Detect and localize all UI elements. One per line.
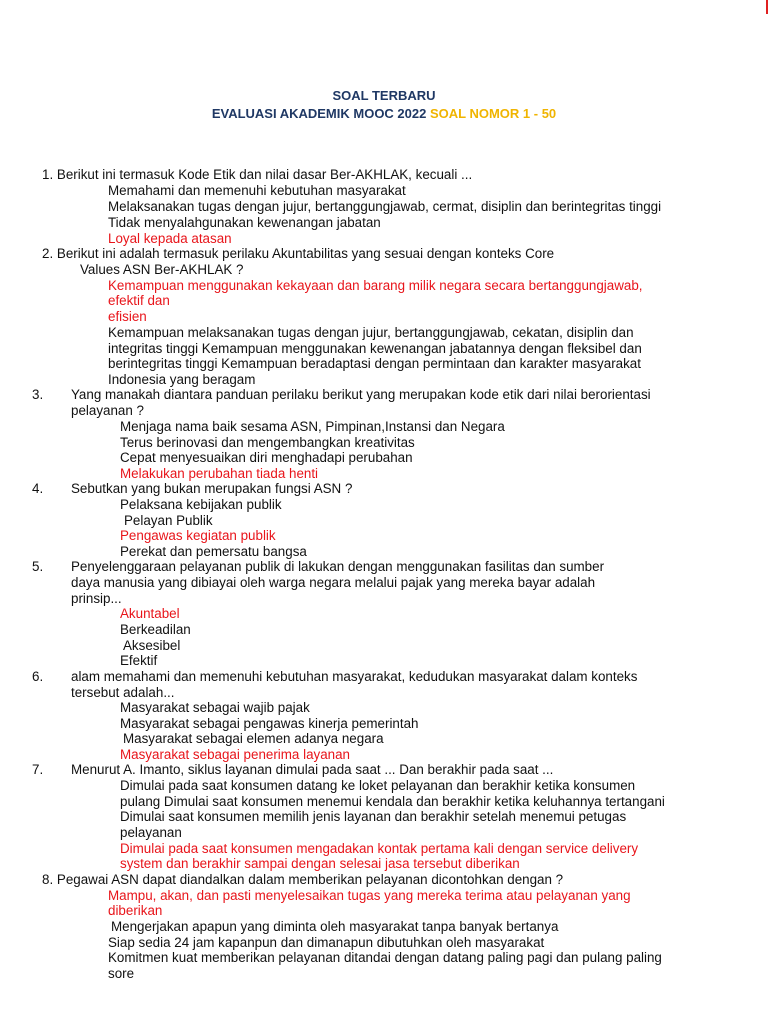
text-line: Pelayan Publik [124,513,213,528]
text-line: 5. [32,559,44,574]
text-line: Menurut A. Imanto, siklus layanan dimulai pada saat ... Dan berakhir pada saat ... [71,762,554,777]
text-line: berintegritas tinggi Kemampuan beradaptasi dengan permintaan dan karakter masyarakat [108,356,641,371]
answer-line: Dimulai pada saat konsumen mengadakan kontak pertama kali dengan service delivery [120,841,639,856]
text-line: Mengerjakan apapun yang diminta oleh masyarakat tanpa banyak bertanya [111,919,559,934]
text-line: alam memahami dan memenuhi kebutuhan masyarakat, kedudukan masyarakat dalam konteks [71,669,638,684]
answer-line: Kemampuan menggunakan kekayaan dan barang milik negara secara bertanggungjawab, [108,278,643,293]
text-line: pulang Dimulai saat konsumen menemui kendala dan berakhir ketika keluhannya tertangani [120,794,665,809]
text-line: integritas tinggi Kemampuan menggunakan kewenangan jabatannya dengan fleksibel dan [108,341,642,356]
text-line: Cepat menyesuaikan diri menghadapi perubahan [120,450,413,465]
answer-line: Akuntabel [120,606,180,621]
text-line: pelayanan [120,825,182,840]
text-line: Dimulai pada saat konsumen datang ke loket pelayanan dan berakhir ketika konsumen [120,778,636,793]
text-line: Aksesibel [123,638,181,653]
answer-line: efisien [108,309,147,324]
text-line: Dimulai saat konsumen memilih jenis layanan dan berakhir setelah menemui petugas [120,809,627,824]
text-line: Masyarakat sebagai elemen adanya negara [123,731,384,746]
text-line: prinsip... [71,591,122,606]
text-line: Perekat dan pemersatu bangsa [120,544,307,559]
answer-line: diberikan [108,903,163,918]
text-line: 6. [32,669,44,684]
text-line: 3. [32,387,44,402]
text-line: sore [108,966,135,981]
text-line: Pelaksana kebijakan publik [120,497,282,512]
text-line: Indonesia yang beragam [108,372,256,387]
text-line: Yang manakah diantara panduan perilaku berikut yang merupakan kode etik dari nilai berorientasi [71,387,651,402]
text-line: 2. Berikut ini adalah termasuk perilaku Akuntabilitas yang sesuai dengan konteks Core [42,246,555,261]
answer-line: Masyarakat sebagai penerima layanan [120,747,351,762]
answer-line: Mampu, akan, dan pasti menyelesaikan tugas yang mereka terima atau pelayanan yang [108,888,631,903]
text-line: Kemampuan melaksanakan tugas dengan jujur, bertanggungjawab, cekatan, disiplin dan [108,325,634,340]
text-line: Masyarakat sebagai pengawas kinerja pemerintah [120,716,419,731]
doc-subtitle [0,106,768,121]
text-line: 4. [32,481,44,496]
text-line: 7. [32,762,44,777]
text-line: Masyarakat sebagai wajib pajak [120,700,310,715]
doc-subtitle-accent: SOAL NOMOR 1 - 50 [429,106,557,121]
text-line: Melaksanakan tugas dengan jujur, bertanggungjawab, cermat, disiplin dan berintegritas tinggi [108,199,662,214]
text-line: Sebutkan yang bukan merupakan fungsi ASN ? [71,481,353,496]
text-line: Berkeadilan [120,622,191,637]
text-line: Memahami dan memenuhi kebutuhan masyarakat [108,183,406,198]
text-line: Menjaga nama baik sesama ASN, Pimpinan,Instansi dan Negara [120,419,505,434]
answer-line: efektif dan [108,293,170,308]
answer-line: system dan berakhir sampai dengan selesai jasa tersebut diberikan [120,856,520,871]
text-line: tersebut adalah... [71,685,175,700]
text-line: Siap sedia 24 jam kapanpun dan dimanapun dibutuhkan oleh masyarakat [108,935,545,950]
text-line: daya manusia yang dibiayai oleh warga negara melalui pajak yang mereka bayar adalah [71,575,596,590]
text-line: pelayanan ? [71,403,144,418]
doc-subtitle-main: EVALUASI AKADEMIK MOOC 2022 [211,106,427,121]
text-line: Terus berinovasi dan mengembangkan kreativitas [120,435,415,450]
answer-line: Melakukan perubahan tiada henti [120,466,319,481]
text-line: Komitmen kuat memberikan pelayanan ditandai dengan datang paling pagi dan pulang paling [108,950,662,965]
doc-title: SOAL TERBARU [332,88,436,103]
text-line: Values ASN Ber-AKHLAK ? [80,262,244,277]
text-line: Penyelenggaraan pelayanan publik di lakukan dengan menggunakan fasilitas dan sumber [71,559,605,574]
text-line: Efektif [120,653,158,668]
text-line: Tidak menyalahgunakan kewenangan jabatan [108,215,381,230]
answer-line: Loyal kepada atasan [108,231,232,246]
text-line: 8. Pegawai ASN dapat diandalkan dalam memberikan pelayanan dicontohkan dengan ? [42,872,564,887]
answer-line: Pengawas kegiatan publik [120,528,276,543]
text-line: 1. Berikut ini termasuk Kode Etik dan nilai dasar Ber-AKHLAK, kecuali ... [42,167,473,182]
